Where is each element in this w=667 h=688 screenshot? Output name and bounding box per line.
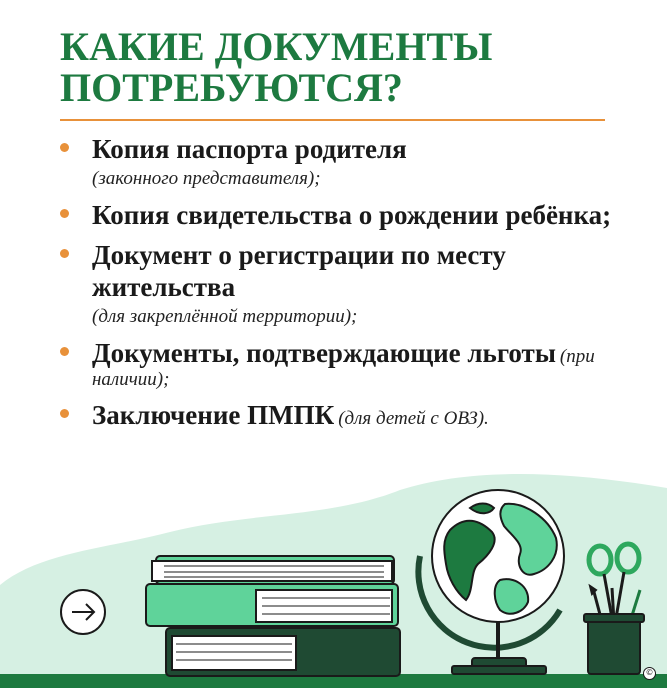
list-item — [60, 199, 620, 231]
copyright-mark: © — [643, 667, 656, 680]
item-title: Заключение ПМПК — [92, 400, 335, 430]
illustration — [0, 460, 667, 688]
book-stack-icon — [146, 556, 400, 676]
bullet-icon — [60, 143, 69, 152]
bullet-icon — [60, 209, 69, 218]
item-title: Копия паспорта родителя — [92, 134, 407, 164]
item-note: (законного представителя); — [92, 168, 321, 189]
page-title — [60, 26, 492, 108]
list-item — [60, 239, 620, 329]
item-title: Документы, подтверждающие льготы — [92, 338, 556, 368]
list-item — [60, 133, 620, 191]
list-item — [60, 399, 620, 431]
title-line-2: ПОТРЕБУЮТСЯ? — [60, 65, 403, 110]
item-note: (для закреплённой территории); — [92, 306, 358, 327]
list-item — [60, 337, 620, 391]
title-line-1: КАКИЕ ДОКУМЕНТЫ — [60, 24, 493, 69]
item-title: Копия свидетельства о рождении ребёнка; — [92, 200, 612, 230]
arrow-right-icon — [68, 597, 98, 627]
item-note: (для детей с ОВЗ). — [338, 408, 489, 429]
bullet-icon — [60, 409, 69, 418]
bullet-icon — [60, 347, 69, 356]
next-arrow-button[interactable] — [60, 589, 106, 635]
document-list — [60, 133, 620, 439]
divider — [60, 119, 605, 121]
bullet-icon — [60, 249, 69, 258]
item-title: Документ о регистрации по месту жительства — [92, 240, 506, 302]
item-note: (при наличии); — [92, 346, 595, 390]
